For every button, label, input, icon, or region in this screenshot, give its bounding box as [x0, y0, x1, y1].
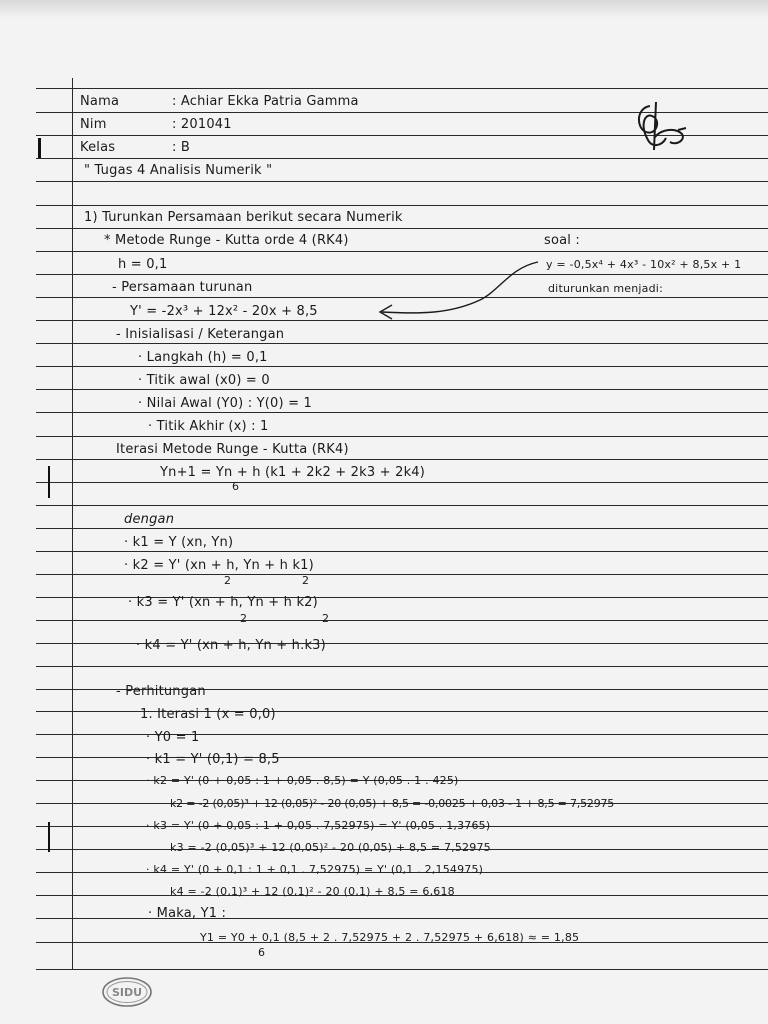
calc-k4-result: k4 = -2 (0,1)³ + 12 (0,1)² - 20 (0,1) + 8,5 = 6,618 — [170, 885, 455, 898]
y1-denominator: 6 — [258, 946, 265, 959]
svg-text:SIDU: SIDU — [111, 986, 143, 999]
nim-value: : 201041 — [172, 117, 232, 132]
ruled-line — [36, 158, 768, 159]
dengan-k1: · k1 = Y (xn, Yn) — [124, 535, 234, 550]
ruled-line — [36, 551, 768, 552]
problem-heading: 1) Turunkan Persamaan berikut secara Numerik — [84, 210, 403, 225]
margin-line — [72, 78, 73, 970]
margin-pen-mark — [38, 138, 41, 158]
sidu-logo-icon — [100, 975, 154, 1009]
init-x0: · Titik awal (x0) = 0 — [138, 373, 270, 388]
ruled-line — [36, 366, 768, 367]
init-step: · Langkah (h) = 0,1 — [138, 350, 268, 365]
ruled-line — [36, 482, 768, 483]
ruled-line — [36, 181, 768, 182]
calc-k2-result: k2 = -2 (0,05)³ + 12 (0,05)² - 20 (0,05) + 8,5 = -0,0025 + 0,03 - 1 + 8,5 = 7,52975 — [170, 797, 615, 810]
nama-label: Nama — [80, 94, 120, 109]
dengan-k3: · k3 = Y' (xn + h, Yn + h k2) — [128, 595, 318, 610]
kelas-value: : B — [172, 140, 191, 155]
ruled-line — [36, 297, 768, 298]
margin-pen-mark — [48, 466, 50, 498]
iteration-heading: Iterasi Metode Runge - Kutta (RK4) — [116, 442, 349, 457]
ruled-line — [36, 343, 768, 344]
kelas-label: Kelas — [80, 140, 116, 155]
soal-note: diturunkan menjadi: — [548, 282, 663, 295]
calc-y0: · Y0 = 1 — [146, 730, 200, 745]
calc-k2-substitution: · k2 = Y' (0 + 0,05 : 1 + 0,05 . 8,5) = Y (0,05 . 1 . 425) — [146, 774, 459, 787]
ruled-line — [36, 969, 768, 970]
task-title: " Tugas 4 Analisis Numerik " — [84, 163, 273, 178]
init-heading: - Inisialisasi / Keterangan — [116, 327, 285, 342]
nim-label: Nim — [80, 117, 107, 132]
ruled-line — [36, 918, 768, 919]
ruled-line — [36, 436, 768, 437]
soal-label: soal : — [544, 233, 581, 248]
method-line: * Metode Runge - Kutta orde 4 (RK4) — [104, 233, 349, 248]
derivative-heading: - Persamaan turunan — [112, 280, 253, 295]
init-xend: · Titik Akhir (x) : 1 — [148, 419, 269, 434]
iteration-formula: Yn+1 = Yn + h (k1 + 2k2 + 2k3 + 2k4) — [160, 465, 426, 480]
calc-maka: · Maka, Y1 : — [148, 906, 227, 921]
ruled-line — [36, 666, 768, 667]
scan-edge-shadow — [0, 0, 768, 18]
k3-denominator: 2 — [240, 612, 247, 625]
derivative-equation: Y' = -2x³ + 12x² - 20x + 8,5 — [130, 304, 318, 319]
ruled-line — [36, 320, 768, 321]
dengan-k4: · k4 = Y' (xn + h, Yn + h.k3) — [136, 638, 326, 653]
soal-equation: y = -0,5x⁴ + 4x³ - 10x² + 8,5x + 1 — [546, 258, 742, 271]
k2-denominator-2: 2 — [302, 574, 309, 587]
calc-heading: - Perhitungan — [116, 684, 206, 699]
ruled-line — [36, 528, 768, 529]
calc-iter1: 1. Iterasi 1 (x = 0,0) — [140, 707, 276, 722]
ruled-line — [36, 205, 768, 206]
ruled-line — [36, 228, 768, 229]
ruled-line — [36, 389, 768, 390]
nama-value: : Achiar Ekka Patria Gamma — [172, 94, 359, 109]
margin-pen-mark — [48, 822, 50, 852]
iteration-formula-denominator: 6 — [232, 480, 239, 493]
calc-k3-result: k3 = -2 (0,05)³ + 12 (0,05)² - 20 (0,05) + 8,5 = 7,52975 — [170, 841, 491, 854]
ruled-line — [36, 412, 768, 413]
ruled-line — [36, 459, 768, 460]
ruled-line — [36, 620, 768, 621]
ruled-line — [36, 505, 768, 506]
calc-y1: Y1 = Y0 + 0,1 (8,5 + 2 . 7,52975 + 2 . 7,52975 + 6,618) ≈ = 1,85 — [200, 931, 580, 944]
ruled-line — [36, 274, 768, 275]
ruled-line — [36, 88, 768, 89]
k2-denominator: 2 — [224, 574, 231, 587]
calc-k3-substitution: · k3 = Y' (0 + 0,05 : 1 + 0,05 . 7,52975) = Y' (0,05 . 1,3765) — [146, 819, 491, 832]
ruled-line — [36, 251, 768, 252]
calc-k1: · k1 = Y' (0,1) = 8,5 — [146, 752, 280, 767]
dengan-label: dengan — [124, 512, 175, 527]
step-size: h = 0,1 — [118, 257, 168, 272]
init-y0: · Nilai Awal (Y0) : Y(0) = 1 — [138, 396, 313, 411]
k3-denominator-2: 2 — [322, 612, 329, 625]
ruled-line — [36, 574, 768, 575]
signature-icon — [632, 98, 690, 158]
calc-k4-substitution: · k4 = Y' (0 + 0,1 : 1 + 0,1 . 7,52975) = Y' (0,1 . 2,154975) — [146, 863, 484, 876]
dengan-k2: · k2 = Y' (xn + h, Yn + h k1) — [124, 558, 314, 573]
